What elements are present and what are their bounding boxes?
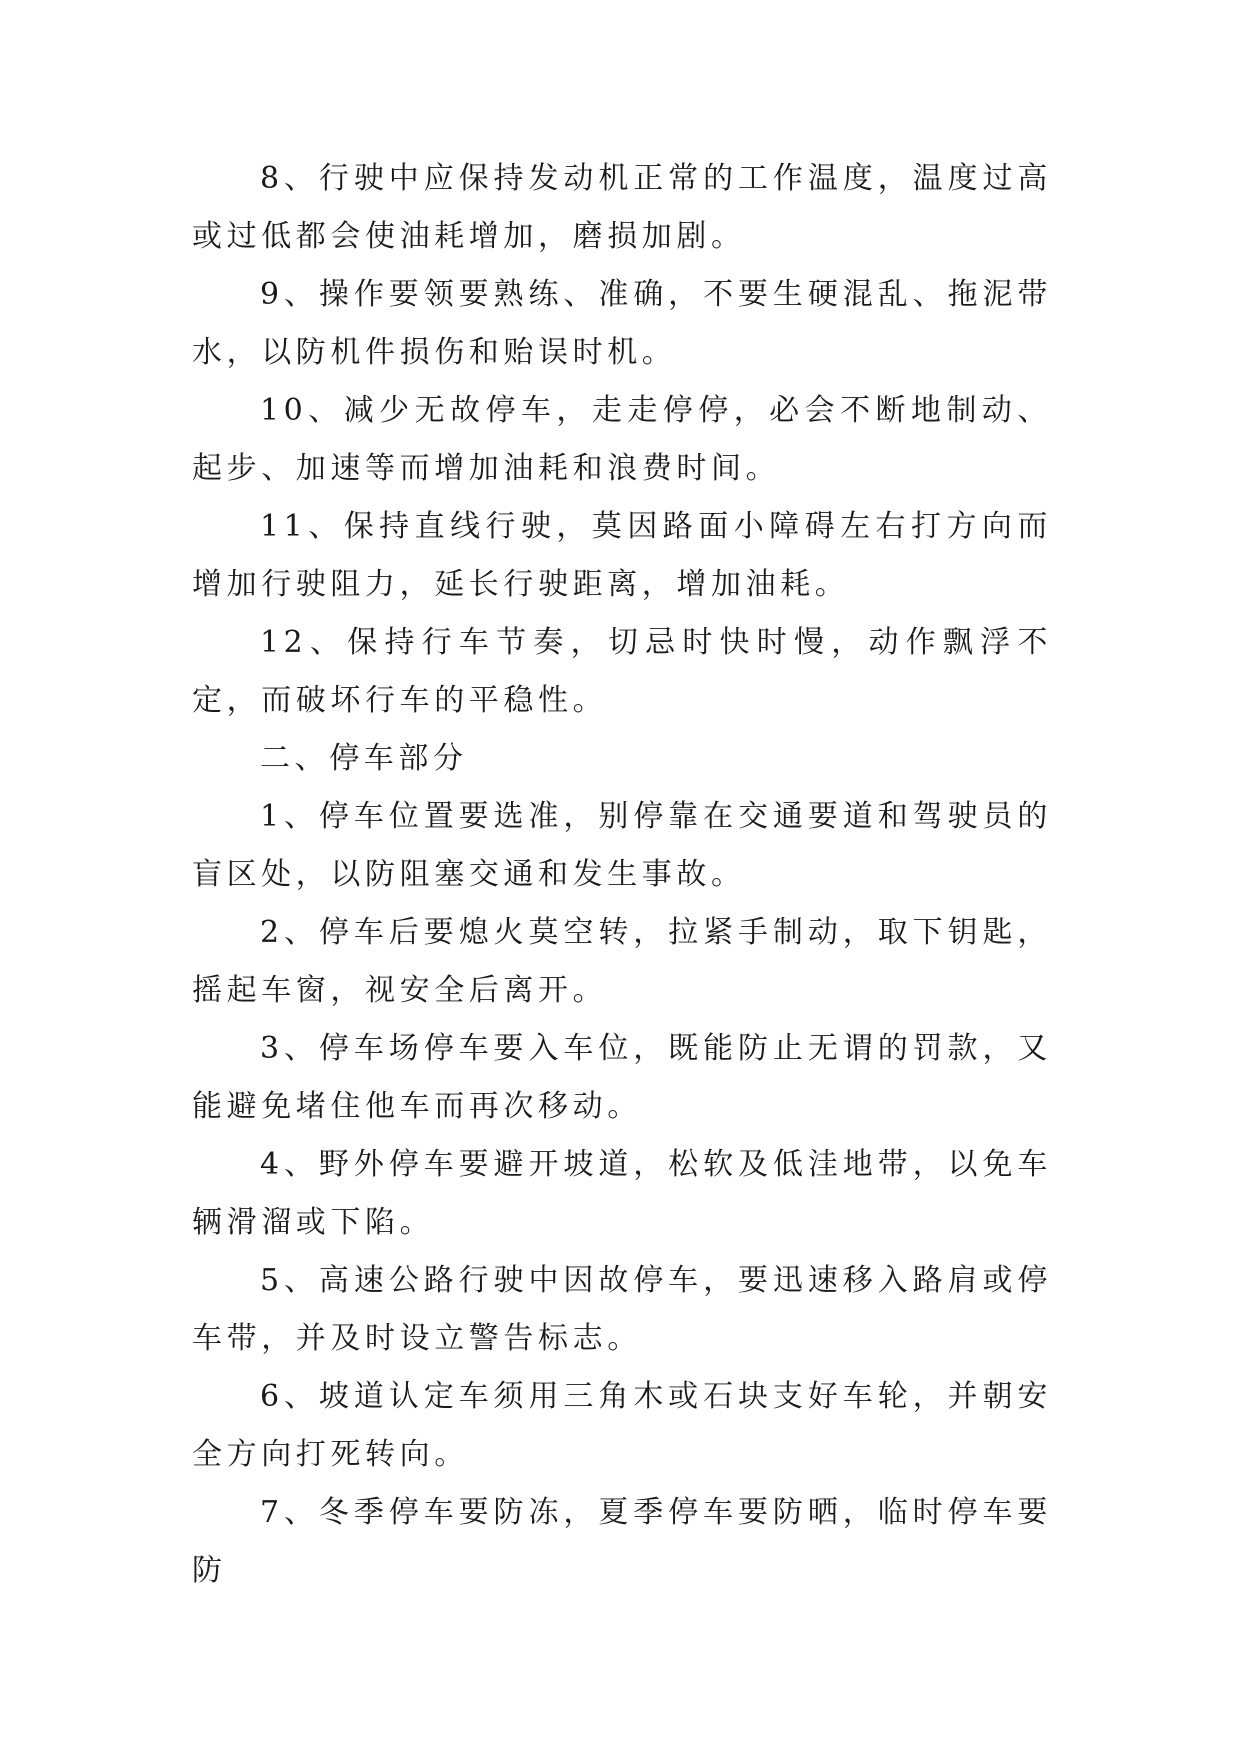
paragraph-item-9: 9、操作要领要熟练、准确，不要生硬混乱、拖泥带水，以防机件损伤和贻误时机。	[192, 277, 1052, 370]
document-page	[192, 150, 1052, 1600]
parking-item-6: 6、坡道认定车须用三角木或石块支好车轮，并朝安全方向打死转向。	[192, 1379, 1052, 1472]
paragraph-item-12: 12、保持行车节奏，切忌时快时慢，动作飘浮不定，而破坏行车的平稳性。	[192, 625, 1052, 718]
paragraph-item-8: 8、行驶中应保持发动机正常的工作温度，温度过高或过低都会使油耗增加，磨损加剧。	[192, 161, 1052, 254]
parking-item-7: 7、冬季停车要防冻，夏季停车要防晒，临时停车要防	[192, 1495, 1052, 1588]
parking-item-1: 1、停车位置要选准，别停靠在交通要道和驾驶员的盲区处，以防阻塞交通和发生事故。	[192, 799, 1052, 892]
parking-item-3: 3、停车场停车要入车位，既能防止无谓的罚款，又能避免堵住他车而再次移动。	[192, 1031, 1052, 1124]
paragraph-item-11: 11、保持直线行驶，莫因路面小障碍左右打方向而增加行驶阻力，延长行驶距离，增加油耗。	[192, 509, 1052, 602]
parking-item-5: 5、高速公路行驶中因故停车，要迅速移入路肩或停车带，并及时设立警告标志。	[192, 1263, 1052, 1356]
parking-item-2: 2、停车后要熄火莫空转，拉紧手制动，取下钥匙，摇起车窗，视安全后离开。	[192, 915, 1052, 1008]
paragraph-item-10: 10、减少无故停车，走走停停，必会不断地制动、起步、加速等而增加油耗和浪费时间。	[192, 393, 1052, 486]
section-heading-parking: 二、停车部分	[260, 741, 468, 776]
parking-item-4: 4、野外停车要避开坡道，松软及低洼地带，以免车辆滑溜或下陷。	[192, 1147, 1052, 1240]
